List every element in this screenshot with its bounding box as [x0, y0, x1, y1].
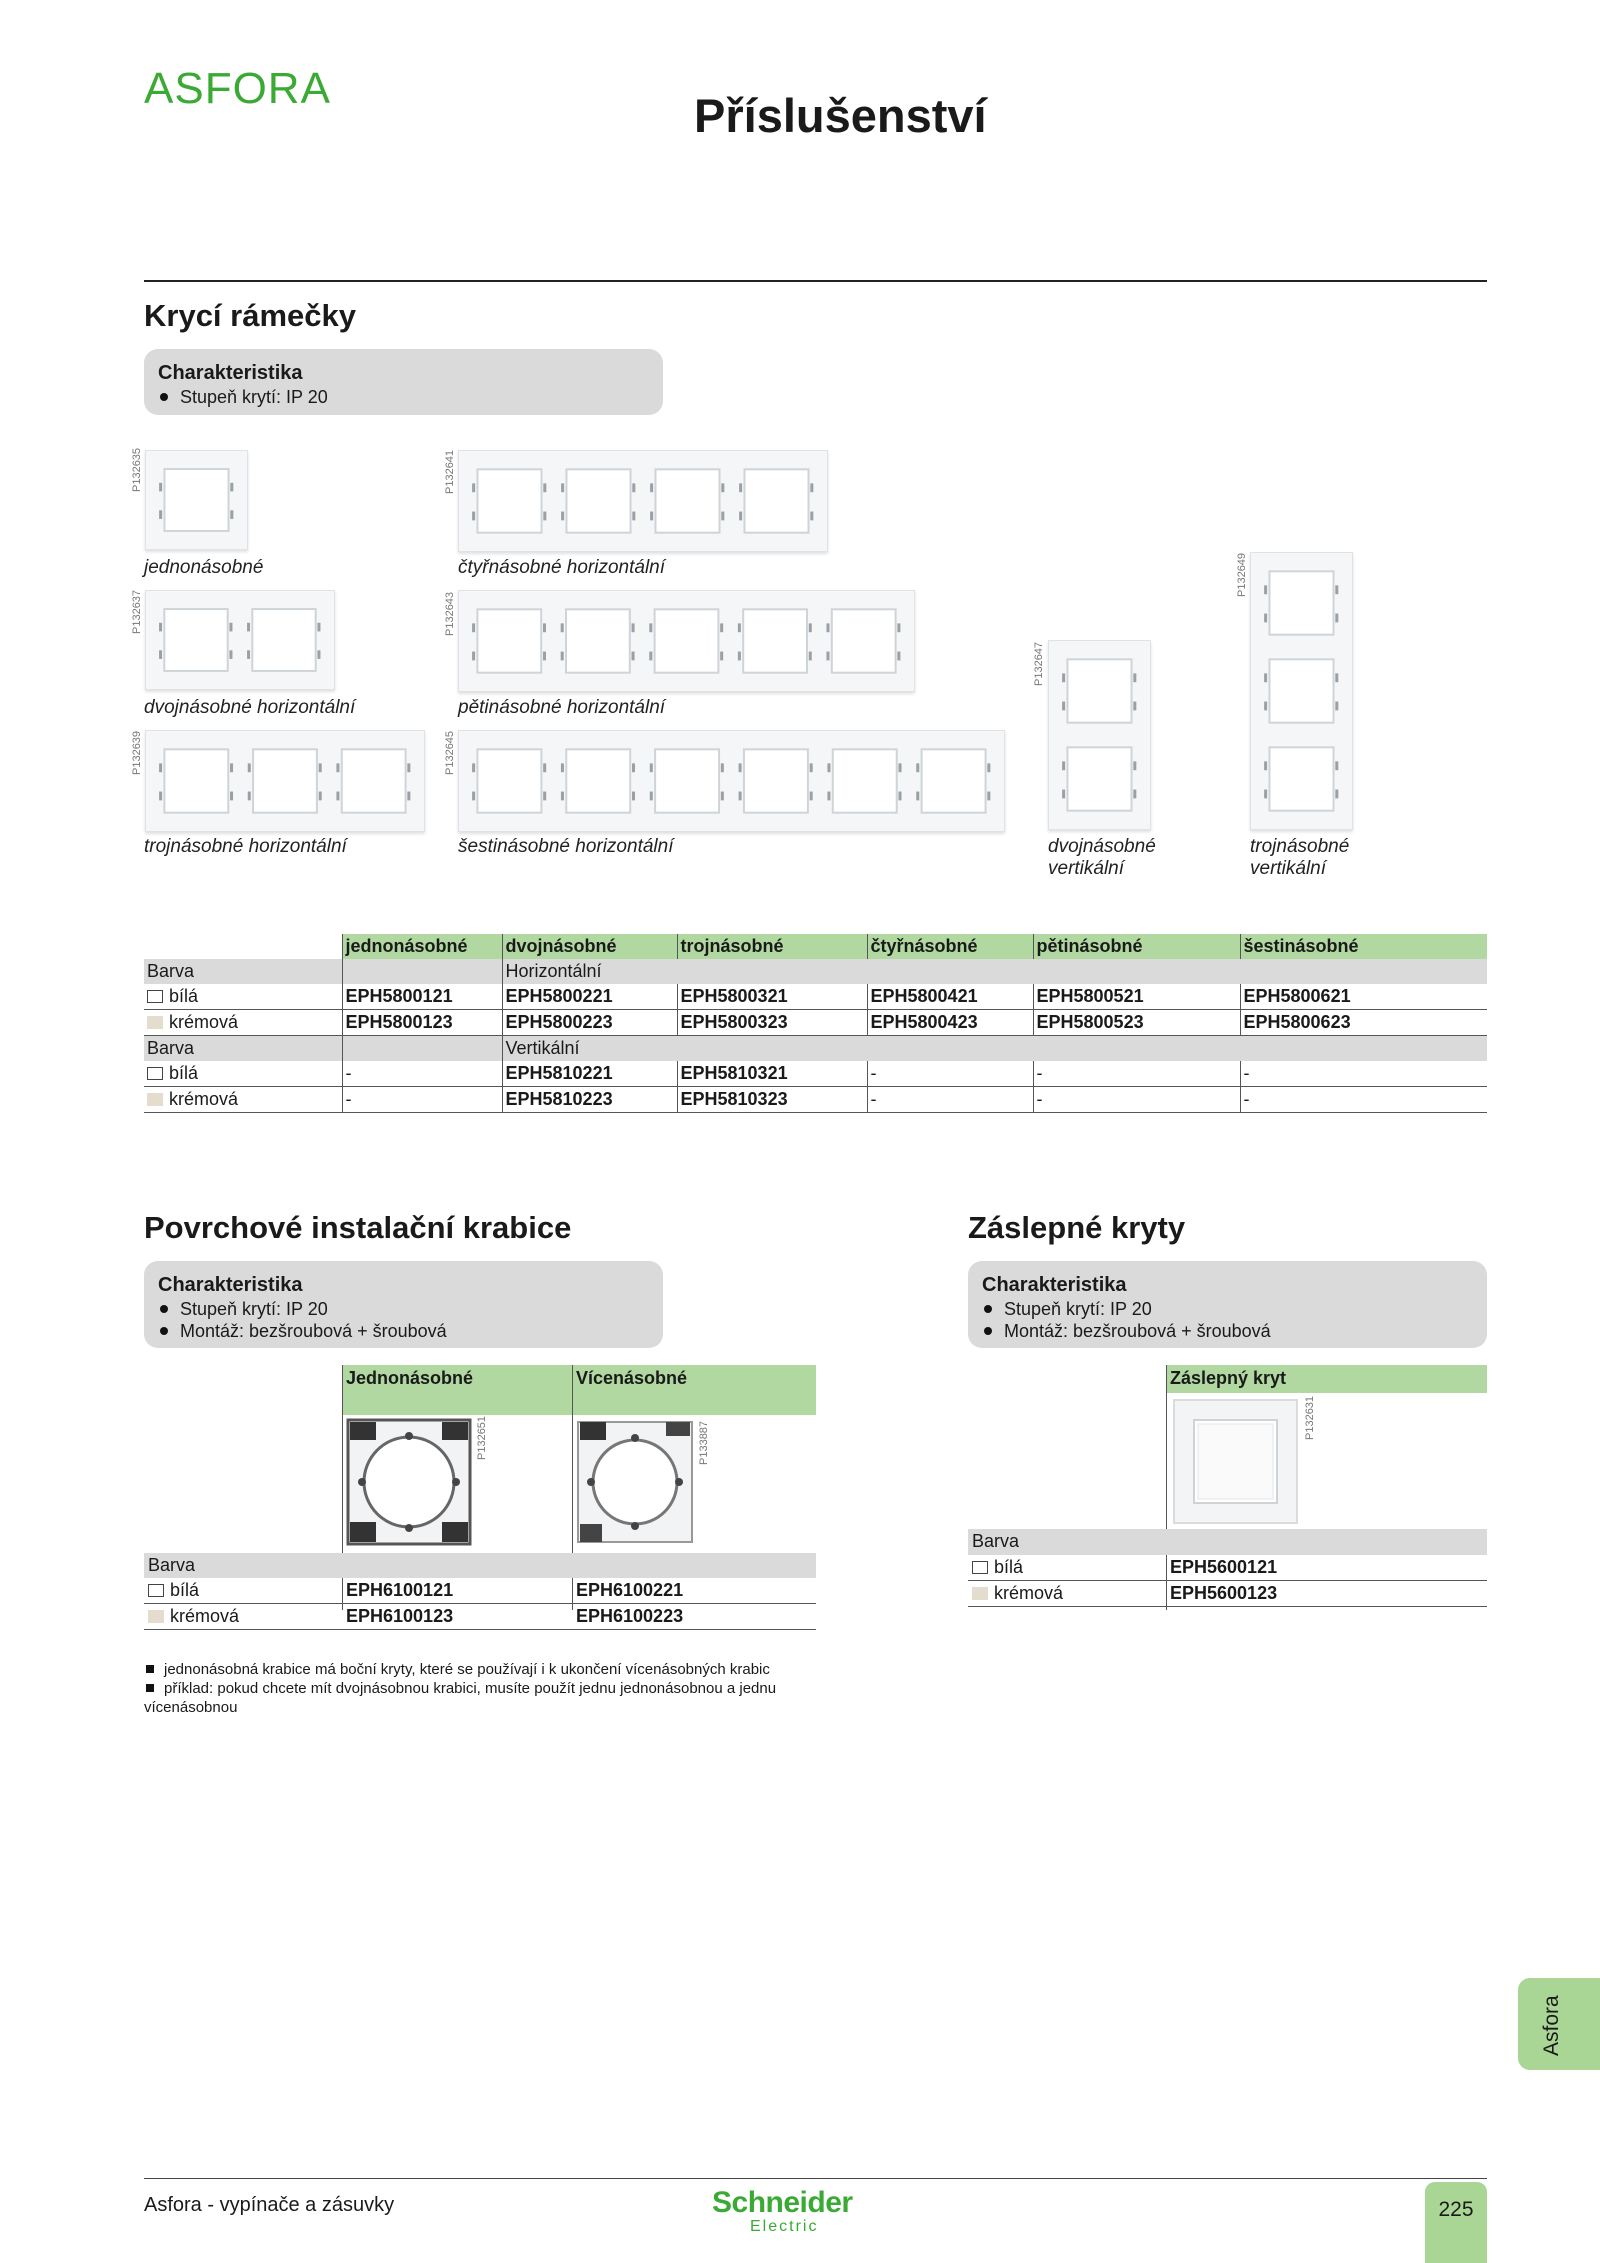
white-swatch	[147, 990, 163, 1003]
characteristics-title: Charakteristika	[982, 1274, 1127, 1296]
bullet-icon	[160, 1305, 168, 1313]
frame-clip	[229, 623, 232, 632]
frame-opening	[922, 749, 986, 812]
frame-clip	[230, 792, 233, 801]
barva-label: Barva	[972, 1531, 1020, 1551]
frame-clip	[247, 650, 250, 659]
frame-clip	[632, 483, 635, 492]
frame-opening	[566, 749, 630, 812]
table-row: krémová EPH6100123 EPH6100223	[144, 1604, 816, 1630]
frame-clip	[810, 512, 813, 521]
frame-opening	[164, 469, 228, 531]
bullet-icon	[160, 1327, 168, 1335]
frame-clip	[1062, 673, 1065, 682]
frame-clip	[561, 763, 564, 772]
frame-opening	[655, 749, 719, 812]
frame-opening	[164, 609, 227, 671]
cream-swatch	[147, 1093, 163, 1106]
frame-clip	[721, 483, 724, 492]
brand-title: ASFORA	[144, 64, 331, 113]
frame-clip	[407, 763, 410, 772]
image-caption: dvojnásobné vertikální	[1048, 836, 1156, 879]
image-caption: dvojnásobné horizontální	[144, 697, 356, 718]
frame-clip	[721, 792, 724, 801]
frame-clip	[561, 483, 564, 492]
frame-clip	[987, 763, 990, 772]
image-caption: trojnásobné horizontální	[144, 836, 347, 857]
frame-clip	[472, 512, 475, 521]
frame-clip	[561, 623, 564, 632]
table-row: bílá EPH5800121 EPH5800221 EPH5800321 EPH5800421 EPH5800521 EPH5800621	[144, 984, 1487, 1010]
frame-clip	[810, 483, 813, 492]
column-header: Vícenásobné	[576, 1368, 688, 1388]
image-caption: pětinásobné horizontální	[458, 697, 666, 718]
frame-clip	[649, 652, 652, 661]
frame-image-triple-vertical	[1250, 552, 1353, 830]
frame-clip	[826, 623, 829, 632]
bullet-icon	[984, 1327, 992, 1335]
blanking-cover-image	[1172, 1398, 1299, 1525]
frame-clip	[1335, 761, 1338, 770]
frame-clip	[899, 763, 902, 772]
frame-clip	[1062, 790, 1065, 799]
characteristics-item: Stupeň krytí: IP 20	[158, 386, 649, 408]
frame-clip	[1335, 673, 1338, 682]
frame-opening	[833, 749, 897, 812]
frame-opening	[477, 469, 541, 532]
frame-clip	[317, 623, 320, 632]
image-code: P132643	[444, 591, 456, 636]
frame-clip	[1335, 702, 1338, 711]
image-code: P132651	[476, 1415, 488, 1460]
section-heading-frames: Krycí rámečky	[144, 298, 356, 333]
side-tab-asfora[interactable]: Asfora	[1518, 1978, 1600, 2070]
bullet-icon	[984, 1305, 992, 1313]
image-code: P132635	[131, 447, 143, 492]
column-header: Jednonásobné	[346, 1368, 474, 1388]
frame-clip	[1335, 614, 1338, 623]
frame-clip	[721, 512, 724, 521]
characteristics-item: Montáž: bezšroubová + šroubová	[158, 1320, 649, 1342]
image-caption: čtyřnásobné horizontální	[458, 557, 666, 578]
frame-image-single	[145, 450, 248, 550]
frame-opening	[744, 469, 808, 532]
frame-clip	[916, 792, 919, 801]
frame-clip	[1133, 790, 1136, 799]
frame-clip	[897, 623, 900, 632]
frame-clip	[721, 763, 724, 772]
frame-clip	[738, 623, 741, 632]
frame-clip	[561, 652, 564, 661]
frame-clip	[650, 792, 653, 801]
frame-clip	[1062, 761, 1065, 770]
frame-clip	[809, 623, 812, 632]
footer-divider	[144, 2178, 1487, 2179]
frame-clip	[1264, 702, 1267, 711]
frame-opening	[744, 749, 808, 812]
frame-opening	[832, 609, 896, 672]
notes: jednonásobná krabice má boční kryty, které se používají i k ukončení vícenásobných krabic příklad: pokud chcete mít dvojnásobnou krabici, musíte použít jednu jednonásobnou a jednu vícenásobnou	[144, 1661, 777, 1716]
bullet-icon	[160, 393, 168, 401]
frame-opening	[1269, 747, 1333, 810]
image-code: P132641	[444, 449, 456, 494]
table-row: krémová - EPH5810223 EPH5810323 - - -	[144, 1087, 1487, 1113]
frame-clip	[229, 650, 232, 659]
frame-clip	[720, 652, 723, 661]
frame-clip	[899, 792, 902, 801]
frame-opening	[342, 749, 406, 812]
table-row: krémová EPH5600123	[968, 1581, 1487, 1607]
characteristics-title: Charakteristika	[158, 362, 303, 384]
frame-clip	[1264, 614, 1267, 623]
frame-clip	[472, 763, 475, 772]
image-code: P132637	[131, 589, 143, 634]
frame-clip	[159, 763, 162, 772]
frame-clip	[543, 512, 546, 521]
frame-clip	[1133, 761, 1136, 770]
cream-swatch	[972, 1587, 988, 1600]
frame-clip	[336, 763, 339, 772]
frame-clip	[632, 623, 635, 632]
frame-image-quadruple-horizontal	[458, 450, 828, 552]
frame-clip	[230, 510, 233, 519]
table-row: bílá - EPH5810221 EPH5810321 - - -	[144, 1061, 1487, 1087]
frame-opening	[477, 749, 541, 812]
white-swatch	[972, 1561, 988, 1574]
square-bullet-icon	[146, 1684, 154, 1692]
frame-clip	[739, 763, 742, 772]
schneider-logo-subtitle: Electric	[750, 2218, 819, 2235]
characteristics-box	[968, 1261, 1487, 1348]
frame-clip	[317, 650, 320, 659]
frame-opening	[253, 749, 317, 812]
frame-clip	[472, 623, 475, 632]
frame-opening	[743, 609, 807, 672]
barva-label: Barva	[148, 1555, 196, 1575]
frame-clip	[827, 792, 830, 801]
frame-clip	[739, 512, 742, 521]
frame-opening	[164, 749, 228, 812]
page-number: 225	[1425, 2182, 1487, 2263]
frame-clip	[543, 652, 546, 661]
page-title: Příslušenství	[694, 89, 987, 142]
frame-clip	[650, 512, 653, 521]
frame-opening	[477, 609, 541, 672]
frame-clip	[1264, 790, 1267, 799]
barva-row	[968, 1529, 1487, 1555]
table-row: krémová EPH5800123 EPH5800223 EPH5800323 EPH5800423 EPH5800523 EPH5800623	[144, 1010, 1487, 1036]
frame-clip	[1335, 790, 1338, 799]
image-code: P132631	[1304, 1395, 1316, 1440]
frame-clip	[543, 792, 546, 801]
frame-image-double-vertical	[1048, 640, 1151, 830]
frame-clip	[159, 650, 162, 659]
frame-opening	[1269, 659, 1333, 722]
frame-clip	[543, 623, 546, 632]
frame-clip	[810, 763, 813, 772]
frame-clip	[738, 652, 741, 661]
frame-opening	[1269, 571, 1333, 634]
column-header: Záslepný kryt	[1170, 1368, 1287, 1388]
frame-clip	[472, 792, 475, 801]
frame-clip	[407, 792, 410, 801]
characteristics-item: Montáž: bezšroubová + šroubová	[982, 1320, 1473, 1342]
frame-clip	[1133, 702, 1136, 711]
frame-clip	[1133, 673, 1136, 682]
frame-image-sextuple-horizontal	[458, 730, 1005, 832]
section-heading-boxes: Povrchové instalační krabice	[144, 1210, 572, 1245]
frame-clip	[1062, 702, 1065, 711]
footer-text: Asfora - vypínače a zásuvky	[144, 2194, 395, 2216]
frame-clip	[826, 652, 829, 661]
frame-clip	[720, 623, 723, 632]
frame-clip	[916, 763, 919, 772]
table-row: bílá EPH6100121 EPH6100221	[144, 1578, 816, 1604]
frame-image-quintuple-horizontal	[458, 590, 915, 692]
image-code: P132647	[1033, 641, 1045, 686]
frame-clip	[159, 792, 162, 801]
frame-clip	[1335, 585, 1338, 594]
frame-clip	[632, 763, 635, 772]
frame-opening	[252, 609, 315, 671]
frame-clip	[650, 763, 653, 772]
frame-opening	[566, 469, 630, 532]
frame-clip	[543, 763, 546, 772]
frame-clip	[543, 483, 546, 492]
frame-clip	[632, 652, 635, 661]
characteristics-item: Stupeň krytí: IP 20	[158, 1298, 649, 1320]
table-row: bílá EPH5600121	[968, 1555, 1487, 1581]
frame-opening	[1067, 659, 1131, 722]
frame-clip	[248, 792, 251, 801]
frame-clip	[561, 512, 564, 521]
frame-clip	[230, 483, 233, 492]
image-code: P133887	[698, 1420, 710, 1465]
frame-clip	[632, 512, 635, 521]
schneider-logo: Schneider	[712, 2186, 853, 2219]
frame-image-triple-horizontal	[145, 730, 425, 832]
frame-clip	[649, 623, 652, 632]
divider	[144, 280, 1487, 282]
image-caption: jednonásobné	[144, 557, 264, 578]
box-image-multiple	[576, 1418, 694, 1546]
frame-opening	[655, 609, 719, 672]
characteristics-title: Charakteristika	[158, 1274, 303, 1296]
white-swatch	[147, 1067, 163, 1080]
frame-clip	[897, 652, 900, 661]
frame-opening	[655, 469, 719, 532]
frame-clip	[987, 792, 990, 801]
section-heading-blanking-covers: Záslepné kryty	[968, 1210, 1186, 1245]
frame-clip	[319, 763, 322, 772]
frame-clip	[561, 792, 564, 801]
frame-clip	[472, 483, 475, 492]
frame-clip	[810, 792, 813, 801]
frame-image-double-horizontal	[145, 590, 335, 690]
frame-clip	[632, 792, 635, 801]
frame-clip	[247, 623, 250, 632]
frame-clip	[319, 792, 322, 801]
square-bullet-icon	[146, 1665, 154, 1673]
frame-clip	[650, 483, 653, 492]
cream-swatch	[148, 1610, 164, 1623]
image-caption: trojnásobné vertikální	[1250, 836, 1350, 879]
frame-clip	[827, 763, 830, 772]
frame-clip	[248, 763, 251, 772]
frame-clip	[739, 792, 742, 801]
frame-clip	[1264, 585, 1267, 594]
characteristics-item: Stupeň krytí: IP 20	[982, 1298, 1473, 1320]
frame-clip	[159, 483, 162, 492]
frame-clip	[159, 510, 162, 519]
characteristics-box	[144, 1261, 663, 1348]
frame-clip	[1264, 673, 1267, 682]
frame-clip	[809, 652, 812, 661]
frame-clip	[1264, 761, 1267, 770]
white-swatch	[148, 1584, 164, 1597]
frame-opening	[566, 609, 630, 672]
cream-swatch	[147, 1016, 163, 1029]
image-code: P132649	[1236, 552, 1248, 597]
frame-clip	[336, 792, 339, 801]
characteristics-box	[144, 349, 663, 415]
frames-table: jednonásobné dvojnásobné trojnásobné čtyřnásobné pětinásobné šestinásobné Barva Horizontální bílá EPH5800121 EPH5800221 EPH5800321 EPH5800421 EPH5800521 EPH5800621 krémová EPH5800123 EPH5800223 EPH5800323 EPH5800423 EPH5800523 EPH5800623 Barva Vertikální bílá - EPH5810221 EPH5810321 - - - krémová - EPH5810223 EPH5810323 - - -	[144, 934, 1487, 1113]
frame-clip	[739, 483, 742, 492]
frame-clip	[230, 763, 233, 772]
image-caption: šestinásobné horizontální	[458, 836, 674, 857]
barva-row	[144, 1553, 816, 1578]
frame-opening	[1067, 747, 1131, 810]
frame-clip	[159, 623, 162, 632]
image-code: P132645	[444, 730, 456, 775]
image-code: P132639	[131, 730, 143, 775]
box-image-single	[346, 1418, 472, 1546]
frame-clip	[472, 652, 475, 661]
